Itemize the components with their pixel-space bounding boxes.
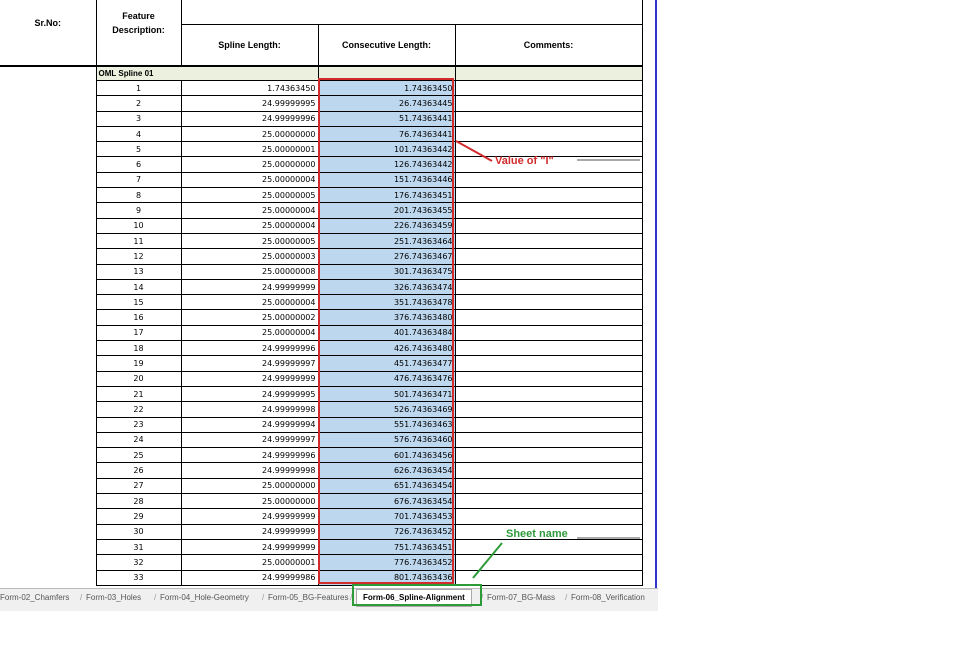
table-row bbox=[0, 386, 642, 401]
consecutive-length-cell[interactable]: 76.74363441 bbox=[318, 126, 455, 141]
comments-cell[interactable] bbox=[455, 341, 642, 356]
spline-length-cell[interactable]: 24.99999995 bbox=[181, 96, 318, 111]
comments-cell[interactable] bbox=[455, 432, 642, 447]
row-index-cell[interactable]: 19 bbox=[96, 356, 181, 371]
row-index-cell[interactable]: 26 bbox=[96, 463, 181, 478]
header-spline-length[interactable]: Spline Length: bbox=[181, 24, 318, 66]
row-index-cell[interactable]: 6 bbox=[96, 157, 181, 172]
spline-length-cell[interactable]: 25.00000004 bbox=[181, 203, 318, 218]
row-blank-cell[interactable] bbox=[0, 188, 96, 203]
header-feature-description[interactable]: Feature Description: bbox=[96, 0, 181, 66]
spline-length-cell[interactable]: 25.00000003 bbox=[181, 249, 318, 264]
table-row bbox=[0, 371, 642, 386]
spline-length-cell[interactable]: 25.00000004 bbox=[181, 295, 318, 310]
consecutive-length-cell[interactable]: 176.74363451 bbox=[318, 188, 455, 203]
comments-cell[interactable] bbox=[455, 111, 642, 126]
comments-cell[interactable] bbox=[455, 386, 642, 401]
row-blank-cell[interactable] bbox=[0, 478, 96, 493]
consecutive-length-cell[interactable]: 476.74363476 bbox=[318, 371, 455, 386]
spline-length-cell[interactable]: 24.99999998 bbox=[181, 402, 318, 417]
row-index-cell[interactable]: 17 bbox=[96, 325, 181, 340]
consecutive-length-cell[interactable]: 801.74363436 bbox=[318, 570, 455, 585]
spline-length-cell[interactable]: 25.00000000 bbox=[181, 494, 318, 509]
comments-cell[interactable] bbox=[455, 126, 642, 141]
comments-cell[interactable] bbox=[455, 310, 642, 325]
row-index-cell[interactable]: 1 bbox=[96, 81, 181, 96]
comments-cell[interactable] bbox=[455, 81, 642, 96]
row-blank-cell[interactable] bbox=[0, 386, 96, 401]
consecutive-length-cell[interactable]: 651.74363454 bbox=[318, 478, 455, 493]
consecutive-length-cell[interactable]: 376.74363480 bbox=[318, 310, 455, 325]
row-blank-cell[interactable] bbox=[0, 295, 96, 310]
table-row bbox=[0, 509, 642, 524]
spline-length-cell[interactable]: 24.99999997 bbox=[181, 356, 318, 371]
comments-cell[interactable] bbox=[455, 539, 642, 554]
table-row bbox=[0, 295, 642, 310]
table-row bbox=[0, 463, 642, 478]
comments-cell[interactable] bbox=[455, 218, 642, 233]
consecutive-length-cell[interactable]: 251.74363464 bbox=[318, 233, 455, 248]
row-blank-cell[interactable] bbox=[0, 463, 96, 478]
row-index-cell[interactable]: 22 bbox=[96, 402, 181, 417]
row-index-cell[interactable]: 14 bbox=[96, 279, 181, 294]
table-row bbox=[0, 310, 642, 325]
consecutive-length-cell[interactable]: 451.74363477 bbox=[318, 356, 455, 371]
row-index-cell[interactable]: 30 bbox=[96, 524, 181, 539]
table-row bbox=[0, 570, 642, 585]
table-row bbox=[0, 555, 642, 570]
comments-cell[interactable] bbox=[455, 279, 642, 294]
window-border bbox=[655, 0, 657, 590]
comments-cell[interactable] bbox=[455, 172, 642, 187]
comments-cell[interactable] bbox=[455, 356, 642, 371]
consecutive-length-cell[interactable]: 101.74363442 bbox=[318, 142, 455, 157]
spline-length-cell[interactable]: 24.99999999 bbox=[181, 524, 318, 539]
row-blank-cell[interactable] bbox=[0, 264, 96, 279]
table-row bbox=[0, 81, 642, 96]
table-row bbox=[0, 494, 642, 509]
row-blank-cell[interactable] bbox=[0, 402, 96, 417]
row-blank-cell[interactable] bbox=[0, 325, 96, 340]
row-index-cell[interactable]: 9 bbox=[96, 203, 181, 218]
sheet-tab[interactable]: Form-04_Hole-Geometry bbox=[160, 593, 249, 602]
spline-length-cell[interactable]: 25.00000004 bbox=[181, 218, 318, 233]
row-blank-cell[interactable] bbox=[0, 356, 96, 371]
tab-separator: / bbox=[154, 593, 157, 602]
comments-cell[interactable] bbox=[455, 417, 642, 432]
row-index-cell[interactable]: 13 bbox=[96, 264, 181, 279]
row-index-cell[interactable]: 7 bbox=[96, 172, 181, 187]
comments-cell[interactable] bbox=[455, 249, 642, 264]
row-blank-cell[interactable] bbox=[0, 310, 96, 325]
spline-length-cell[interactable]: 25.00000005 bbox=[181, 188, 318, 203]
row-blank-cell[interactable] bbox=[0, 172, 96, 187]
consecutive-length-cell[interactable]: 301.74363475 bbox=[318, 264, 455, 279]
row-blank-cell[interactable] bbox=[0, 432, 96, 447]
comments-cell[interactable] bbox=[455, 570, 642, 585]
row-blank-cell[interactable] bbox=[0, 279, 96, 294]
table-row bbox=[0, 417, 642, 432]
table-row bbox=[0, 218, 642, 233]
spline-length-cell[interactable]: 24.99999997 bbox=[181, 432, 318, 447]
sheet-tab[interactable]: Form-03_Holes bbox=[86, 593, 142, 602]
spline-length-cell[interactable]: 24.99999999 bbox=[181, 279, 318, 294]
consecutive-length-cell[interactable]: 676.74363454 bbox=[318, 494, 455, 509]
spline-length-cell[interactable]: 24.99999998 bbox=[181, 463, 318, 478]
row-blank-cell[interactable] bbox=[0, 524, 96, 539]
table-row bbox=[0, 478, 642, 493]
comments-cell[interactable] bbox=[455, 96, 642, 111]
sheet-tab[interactable]: Form-05_BG-Features bbox=[268, 593, 349, 602]
header-sr-no[interactable]: Sr.No: bbox=[0, 0, 96, 66]
spline-length-cell[interactable]: 25.00000008 bbox=[181, 264, 318, 279]
spline-length-cell[interactable]: 25.00000004 bbox=[181, 172, 318, 187]
consecutive-length-cell[interactable]: 276.74363467 bbox=[318, 249, 455, 264]
row-blank-cell[interactable] bbox=[0, 233, 96, 248]
consecutive-length-cell[interactable]: 201.74363455 bbox=[318, 203, 455, 218]
row-blank-cell[interactable] bbox=[0, 142, 96, 157]
sheet-tab[interactable]: Form-07_BG-Mass bbox=[487, 593, 556, 602]
tab-separator: / bbox=[565, 593, 568, 602]
table-row bbox=[0, 448, 642, 463]
row-blank-cell[interactable] bbox=[0, 448, 96, 463]
consecutive-length-cell[interactable]: 26.74363445 bbox=[318, 96, 455, 111]
comments-cell[interactable] bbox=[455, 555, 642, 570]
table-row bbox=[0, 203, 642, 218]
table-row bbox=[0, 172, 642, 187]
row-index-cell[interactable]: 18 bbox=[96, 341, 181, 356]
consecutive-length-cell[interactable]: 51.74363441 bbox=[318, 111, 455, 126]
row-blank-cell[interactable] bbox=[0, 555, 96, 570]
row-blank-cell[interactable] bbox=[0, 494, 96, 509]
comments-cell[interactable] bbox=[455, 264, 642, 279]
table-row bbox=[0, 356, 642, 371]
consecutive-length-cell[interactable]: 126.74363442 bbox=[318, 157, 455, 172]
table-row bbox=[0, 279, 642, 294]
group-label[interactable]: OML Spline 01 bbox=[96, 66, 318, 81]
row-blank-cell[interactable] bbox=[0, 96, 96, 111]
table-row bbox=[0, 264, 642, 279]
row-blank-cell[interactable] bbox=[0, 417, 96, 432]
row-blank-cell[interactable] bbox=[0, 249, 96, 264]
row-index-cell[interactable]: 3 bbox=[96, 111, 181, 126]
spline-length-cell[interactable]: 25.00000005 bbox=[181, 233, 318, 248]
consecutive-length-cell[interactable]: 326.74363474 bbox=[318, 279, 455, 294]
table-row bbox=[0, 249, 642, 264]
consecutive-length-cell[interactable]: 226.74363459 bbox=[318, 218, 455, 233]
row-blank-cell[interactable] bbox=[0, 111, 96, 126]
row-index-cell[interactable]: 8 bbox=[96, 188, 181, 203]
header-comments[interactable]: Comments: bbox=[455, 24, 642, 66]
comments-cell[interactable] bbox=[455, 448, 642, 463]
row-index-cell[interactable]: 4 bbox=[96, 126, 181, 141]
consecutive-length-cell[interactable]: 551.74363463 bbox=[318, 417, 455, 432]
spline-length-cell[interactable]: 24.99999999 bbox=[181, 509, 318, 524]
spline-length-cell[interactable]: 25.00000000 bbox=[181, 478, 318, 493]
row-index-cell[interactable]: 28 bbox=[96, 494, 181, 509]
row-index-cell[interactable]: 33 bbox=[96, 570, 181, 585]
consecutive-length-cell[interactable]: 626.74363454 bbox=[318, 463, 455, 478]
row-index-cell[interactable]: 15 bbox=[96, 295, 181, 310]
row-index-cell[interactable]: 10 bbox=[96, 218, 181, 233]
row-index-cell[interactable]: 29 bbox=[96, 509, 181, 524]
spline-length-cell[interactable]: 24.99999994 bbox=[181, 417, 318, 432]
row-index-cell[interactable]: 2 bbox=[96, 96, 181, 111]
row-blank-cell[interactable] bbox=[0, 509, 96, 524]
sheet-tab[interactable]: Form-02_Chamfers bbox=[0, 593, 70, 602]
row-blank-cell[interactable] bbox=[0, 126, 96, 141]
spline-length-cell[interactable]: 25.00000001 bbox=[181, 555, 318, 570]
group-blank-cell[interactable] bbox=[455, 66, 642, 81]
table-row bbox=[0, 96, 642, 111]
consecutive-length-cell[interactable]: 701.74363453 bbox=[318, 509, 455, 524]
tab-separator: / bbox=[80, 593, 83, 602]
comments-cell[interactable] bbox=[455, 494, 642, 509]
row-blank-cell[interactable] bbox=[0, 157, 96, 172]
consecutive-length-cell[interactable]: 151.74363446 bbox=[318, 172, 455, 187]
annotation-sheet-name: Sheet name bbox=[506, 528, 568, 540]
row-index-cell[interactable]: 32 bbox=[96, 555, 181, 570]
spline-length-cell[interactable]: 25.00000002 bbox=[181, 310, 318, 325]
consecutive-length-cell[interactable]: 501.74363471 bbox=[318, 386, 455, 401]
tab-separator: / bbox=[481, 593, 484, 602]
consecutive-length-cell[interactable]: 726.74363452 bbox=[318, 524, 455, 539]
spline-length-cell[interactable]: 24.99999999 bbox=[181, 371, 318, 386]
consecutive-length-cell[interactable]: 576.74363460 bbox=[318, 432, 455, 447]
row-index-cell[interactable]: 24 bbox=[96, 432, 181, 447]
consecutive-length-cell[interactable]: 426.74363480 bbox=[318, 341, 455, 356]
sheet-tab[interactable]: Form-08_Verification bbox=[571, 593, 645, 602]
header-consecutive-length[interactable]: Consecutive Length: bbox=[318, 24, 455, 66]
tab-separator: / bbox=[350, 593, 353, 602]
row-blank-cell[interactable] bbox=[0, 203, 96, 218]
consecutive-length-cell[interactable]: 1.74363450 bbox=[318, 81, 455, 96]
comments-cell[interactable] bbox=[455, 233, 642, 248]
comments-cell[interactable] bbox=[455, 295, 642, 310]
spline-length-cell[interactable]: 24.99999996 bbox=[181, 341, 318, 356]
sheet-tab[interactable]: Form-06_Spline-Alignment bbox=[356, 589, 472, 607]
row-blank-cell[interactable] bbox=[0, 539, 96, 554]
row-index-cell[interactable]: 11 bbox=[96, 233, 181, 248]
blank-cell[interactable] bbox=[0, 66, 96, 81]
spline-length-cell[interactable]: 25.00000001 bbox=[181, 142, 318, 157]
consecutive-length-cell[interactable]: 526.74363469 bbox=[318, 402, 455, 417]
row-index-cell[interactable]: 16 bbox=[96, 310, 181, 325]
tab-separator: / bbox=[262, 593, 265, 602]
header-values[interactable] bbox=[181, 0, 642, 24]
row-index-cell[interactable]: 21 bbox=[96, 386, 181, 401]
group-blank-cell[interactable] bbox=[318, 66, 455, 81]
comments-cell[interactable] bbox=[455, 203, 642, 218]
table-row bbox=[0, 325, 642, 340]
spline-length-cell[interactable]: 24.99999995 bbox=[181, 386, 318, 401]
table-row bbox=[0, 188, 642, 203]
consecutive-length-cell[interactable]: 776.74363452 bbox=[318, 555, 455, 570]
row-index-cell[interactable]: 25 bbox=[96, 448, 181, 463]
table-row bbox=[0, 126, 642, 141]
active-sheet-highlight-box bbox=[352, 584, 482, 606]
consecutive-length-cell[interactable]: 351.74363478 bbox=[318, 295, 455, 310]
spline-length-cell[interactable]: 1.74363450 bbox=[181, 81, 318, 96]
consecutive-length-cell[interactable]: 401.74363484 bbox=[318, 325, 455, 340]
comments-cell[interactable] bbox=[455, 325, 642, 340]
table-row bbox=[0, 432, 642, 447]
table-row bbox=[0, 341, 642, 356]
spline-length-cell[interactable]: 25.00000000 bbox=[181, 126, 318, 141]
comments-cell[interactable] bbox=[455, 509, 642, 524]
consecutive-length-cell[interactable]: 751.74363451 bbox=[318, 539, 455, 554]
comments-cell[interactable] bbox=[455, 478, 642, 493]
row-blank-cell[interactable] bbox=[0, 341, 96, 356]
row-index-cell[interactable]: 31 bbox=[96, 539, 181, 554]
spline-length-cell[interactable]: 25.00000004 bbox=[181, 325, 318, 340]
comments-cell[interactable] bbox=[455, 188, 642, 203]
row-index-cell[interactable]: 20 bbox=[96, 371, 181, 386]
row-index-cell[interactable]: 12 bbox=[96, 249, 181, 264]
spline-length-cell[interactable]: 24.99999996 bbox=[181, 111, 318, 126]
row-blank-cell[interactable] bbox=[0, 570, 96, 585]
table-row bbox=[0, 233, 642, 248]
comments-cell[interactable] bbox=[455, 371, 642, 386]
table-row bbox=[0, 539, 642, 554]
row-blank-cell[interactable] bbox=[0, 218, 96, 233]
row-index-cell[interactable]: 5 bbox=[96, 142, 181, 157]
row-index-cell[interactable]: 27 bbox=[96, 478, 181, 493]
table-row bbox=[0, 402, 642, 417]
annotation-value-of-i: Value of "I" bbox=[495, 155, 554, 167]
comments-cell[interactable] bbox=[455, 463, 642, 478]
table-row bbox=[0, 111, 642, 126]
spline-length-cell[interactable]: 24.99999999 bbox=[181, 539, 318, 554]
comments-cell[interactable] bbox=[455, 402, 642, 417]
row-index-cell[interactable]: 23 bbox=[96, 417, 181, 432]
consecutive-length-cell[interactable]: 601.74363456 bbox=[318, 448, 455, 463]
spline-length-cell[interactable]: 24.99999986 bbox=[181, 570, 318, 585]
row-blank-cell[interactable] bbox=[0, 371, 96, 386]
spline-length-cell[interactable]: 24.99999996 bbox=[181, 448, 318, 463]
row-blank-cell[interactable] bbox=[0, 81, 96, 96]
spline-length-cell[interactable]: 25.00000000 bbox=[181, 157, 318, 172]
sheet-tab-bar bbox=[0, 588, 658, 611]
